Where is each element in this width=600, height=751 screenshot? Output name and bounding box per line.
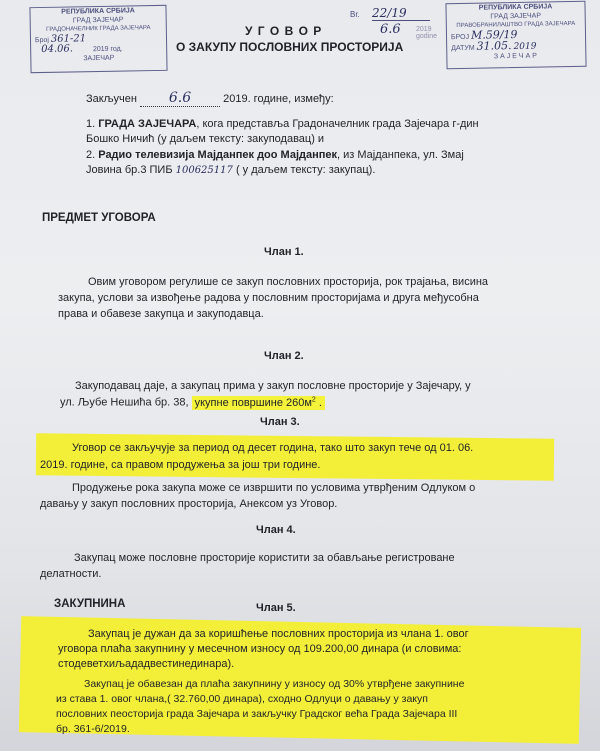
clan2-street: ул. Љубе Нешића бр. 38, (60, 396, 189, 409)
stamp-right (445, 1, 586, 69)
clan2-area-highlight (192, 396, 325, 410)
concluded-prefix: Закључен (86, 93, 137, 105)
clan3-l4: давању у закуп пословних просторија, Анексом уз Уговор. (40, 498, 338, 510)
clan2-l2 (60, 396, 325, 409)
concluded-date: 6.6 (140, 90, 220, 107)
stamp-left-line1: РЕПУБЛИКА СРБИЈА (61, 7, 135, 16)
stamp-left-god: год. (110, 45, 123, 53)
clan3-l1: Уговор се закључује за период од десет година, тако што закуп тече од 01. 06. (72, 442, 474, 454)
stamp-left-city: ЗАЈЕЧАР (83, 54, 115, 63)
clan3-highlight (36, 433, 554, 480)
clan1-l3: права и обавезе закупца и закуподавца. (58, 308, 264, 320)
stamp-left-broj-label: Број (34, 36, 50, 45)
stamp-center-date: 6.6 (380, 22, 401, 37)
clan5-heading: Члан 5. (256, 602, 296, 614)
clan2-area-sup: 2 (311, 396, 316, 403)
concluded-suffix: 2019. године, између: (223, 93, 334, 105)
title-line2: О ЗАКУПУ ПОСЛОВНИХ ПРОСТОРИЈА (176, 40, 404, 54)
party-1 (86, 118, 479, 130)
clan4-heading: Члан 4. (256, 524, 296, 536)
clan5-p1l3: стодеветхиљададвестинединара). (58, 658, 235, 670)
clan1-l1: Овим уговором регулише се закуп пословних просторија, рок трајања, висина (88, 276, 489, 288)
stamp-left-date: 04.06. (41, 43, 74, 56)
clan2-area-dot: . (315, 396, 322, 409)
stamp-left-line2: ГРАД ЗАЈЕЧАР (72, 16, 124, 25)
party-2 (86, 149, 464, 161)
clan5-p2l2: из става 1. овог члана,( 32.760,00 динара), сходно Одлуци о давању у закуп (56, 693, 428, 705)
party-2-line2a: Јовина бр.3 ПИБ (86, 164, 173, 176)
clan2-l1: Закуподавац даје, а закупац прима у закуп пословне просторије у Зајечару, у (75, 380, 471, 392)
concluded-line (86, 90, 334, 107)
party-2-num: 2. (86, 149, 96, 161)
stamp-right-line1: РЕПУБЛИКА СРБИЈА (478, 3, 553, 12)
stamp-right-line2: ГРАД ЗАЈЕЧАР (490, 12, 542, 21)
party-1-name: ГРАДА ЗАЈЕЧАРА (98, 118, 197, 130)
clan4-l1: Закупац може пословне просторије користити за обављање регистроване (74, 552, 455, 564)
party-1-line2: Бошко Ничић (у даљем тексту: закуподавац) и (86, 133, 325, 145)
clan5-p1l1: Закупац је дужан да за коришћење пословних просторија из члана 1. овог (88, 628, 469, 640)
clan3-l2: 2019. године, са правом продужења за још три године. (40, 459, 321, 471)
stamp-right-city: ЗАЈЕЧАР (493, 52, 539, 61)
stamp-right-datum-label: ДАТУМ (451, 44, 475, 53)
stamp-center (350, 6, 445, 44)
stamp-right-line3: ПРАВОБРАНИЛАШТВО ГРАДА ЗАЈЕЧАРА (456, 20, 576, 30)
stamp-left-broj-value: 361-21 (50, 33, 87, 45)
party-2-line2b: ( у даљем тексту: закупац). (235, 164, 376, 176)
section-rent: ЗАКУПНИНА (54, 598, 126, 610)
stamp-left-year: 2019 (92, 45, 109, 54)
clan2-area: укупне површине 260м (194, 396, 312, 409)
stamp-left-line3: ГРАДОНАЧЕЛНИК ГРАДА ЗАЈЕЧАРА (46, 25, 151, 33)
clan2-heading: Члан 2. (264, 350, 304, 362)
title-line1: У Г О В О Р (245, 24, 323, 38)
clan1-heading: Члан 1. (264, 246, 304, 258)
clan5-p2l1: Закупац је обавезан да плаћа закупнину у износу од 30% утврђене закупнине (84, 678, 465, 690)
clan3-heading: Члан 3. (260, 416, 300, 428)
clan5-p1l2: уговора плаћа закупнину у месечном износу од 109.200,00 динара (и словима: (58, 643, 462, 655)
party-2-name: Радио телевизија Мајданпек доо Мајданпек (98, 149, 338, 161)
stamp-right-broj-label: БРОЈ (450, 33, 470, 42)
clan3-l3: Продужење рока закупа може се извршити по условима утврђеним Одлуком о (72, 482, 476, 494)
stamp-right-broj-value: М.59/19 (470, 27, 518, 42)
party-2-rest: , из Мајданпека, ул. Змај (337, 149, 464, 161)
clan4-l2: делатности. (40, 568, 102, 580)
clan5-p2l3: пословних пеосторија града Зајечара и закључку Градског већа Града Зајечара III (56, 708, 458, 720)
section-subject: ПРЕДМЕТ УГОВОРА (42, 212, 156, 224)
party-2-line2 (86, 164, 375, 176)
stamp-right-year: 2019 (513, 41, 537, 53)
party-1-rest: , кога представља Градоначелник града Зајечара г-дин (196, 118, 479, 130)
clan1-l2: закупа, услови за извођење радова у пословним просторијама и друга међусобна (58, 292, 479, 304)
stamp-left (29, 5, 167, 73)
party-2-pib: 100625117 (175, 165, 233, 176)
clan5-p2l4: бр. 361-6/2019. (56, 723, 130, 735)
stamp-right-datum-value: 31.05. (476, 39, 512, 53)
party-1-num: 1. (86, 118, 96, 130)
stamp-center-year: 2019 godine (416, 26, 438, 40)
stamp-center-br-label: Br. (350, 10, 360, 19)
stamp-center-br-value: 22/19 (372, 6, 430, 21)
